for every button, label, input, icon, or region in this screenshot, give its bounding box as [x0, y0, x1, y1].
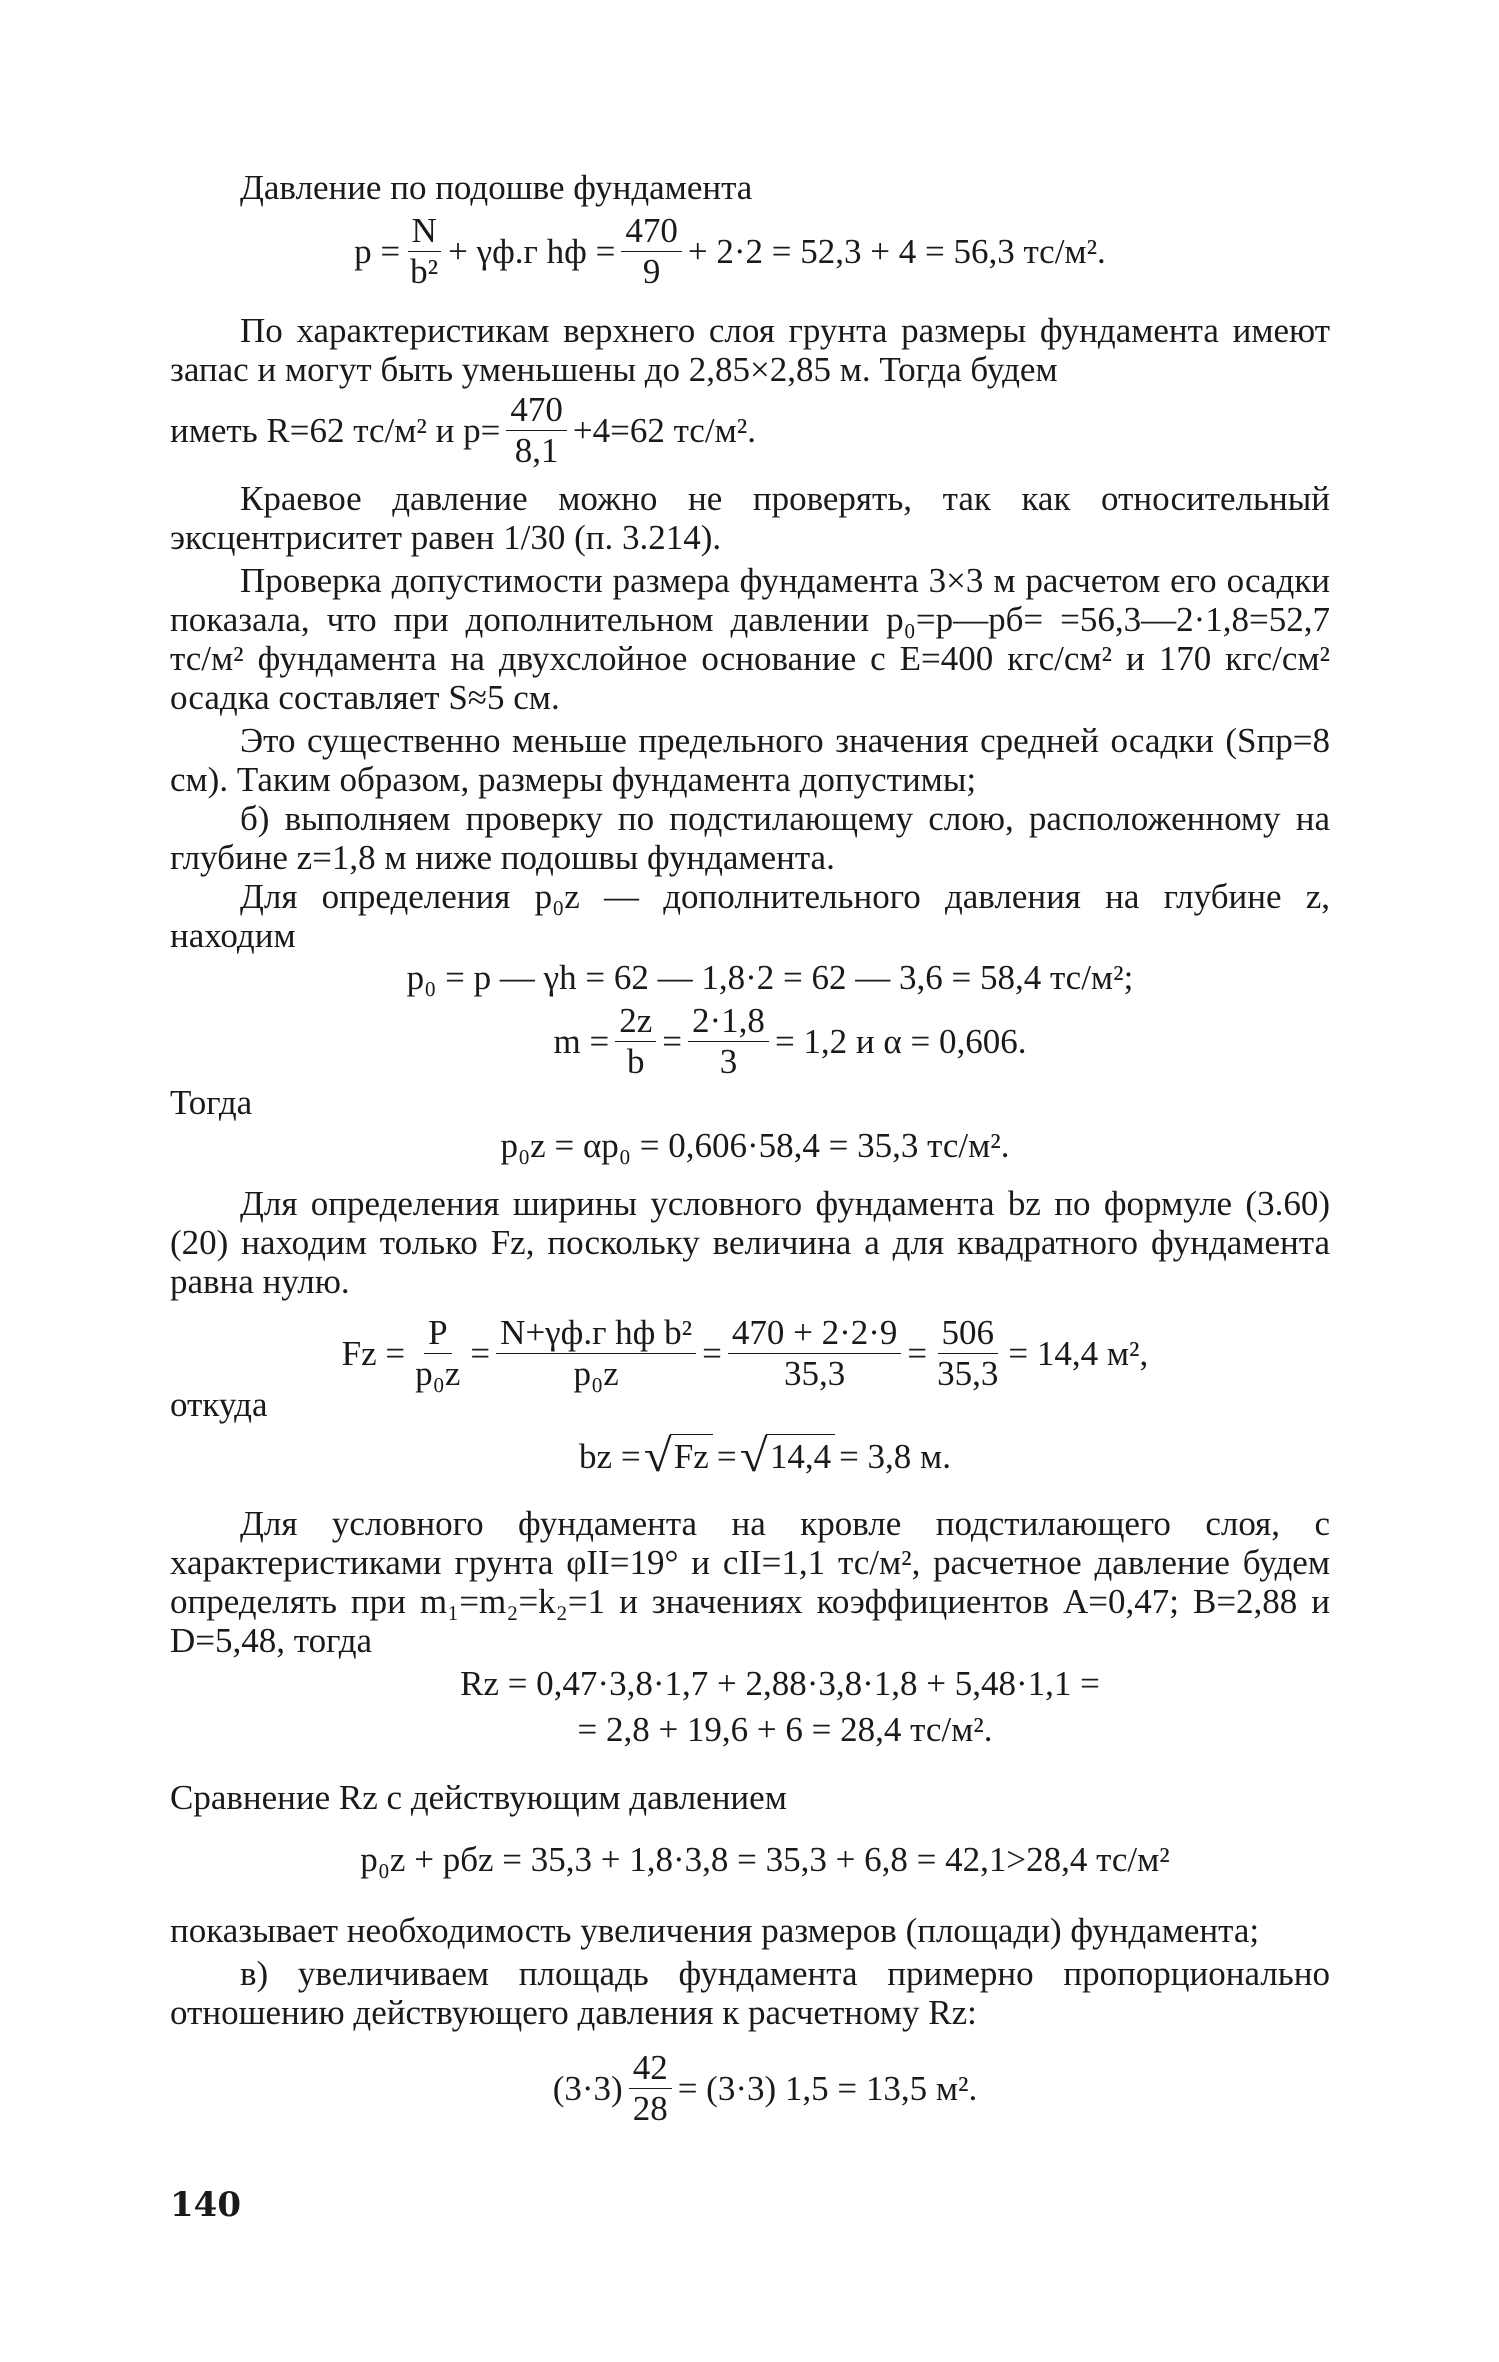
frac-den: b — [627, 1041, 645, 1081]
eq-text: = — [662, 1021, 683, 1061]
eq-text: p = — [354, 231, 401, 271]
sqrt-arg: 14,4 — [766, 1434, 835, 1478]
eq-text: + 2·2 = 52,3 + 4 = 56,3 тс/м². — [687, 231, 1106, 271]
text-paragraph: Это существенно меньше предельного значения средней осадки (Sпр=8 см). Таким образом, размеры фундамента допустимы; — [170, 721, 1330, 799]
frac-den: 28 — [632, 2088, 668, 2128]
frac-den: 8,1 — [514, 430, 559, 470]
frac-den: 3 — [719, 1041, 738, 1081]
equation-compare — [170, 1831, 1330, 1887]
fraction — [506, 390, 567, 471]
frac-num: 470 — [506, 390, 567, 431]
text-paragraph: б) выполняем проверку по подстилающему слою, расположенному на глубине z=1,8 м ниже подошвы фундамента. — [170, 799, 1330, 877]
frac-num: N+γф.г hф b² — [496, 1313, 696, 1354]
frac-num: P — [424, 1313, 451, 1354]
fraction — [615, 1001, 656, 1082]
square-root: √ 14,4 — [741, 1434, 836, 1478]
equation-p0z — [170, 1122, 1330, 1168]
page-body — [170, 150, 1330, 2300]
frac-num: 506 — [938, 1313, 999, 1354]
frac-num: 470 + 2·2·9 — [728, 1313, 902, 1354]
eq-text: p₀ = p — γh = 62 — 1,8·2 = 62 — 3,6 = 58,4 тс/м²; — [406, 957, 1134, 997]
eq-text: bz = — [579, 1436, 641, 1476]
text-paragraph: Краевое давление можно не проверять, так как относительный эксцентриситет равен 1/30 (п. 3.214). — [170, 479, 1330, 557]
equation-inline — [170, 389, 1330, 471]
fraction — [496, 1313, 696, 1394]
text-paragraph: показывает необходимость увеличения размеров (площади) фундамента; — [170, 1911, 1260, 1950]
text-paragraph: Давление по подошве фундамента — [240, 168, 753, 207]
eq-text: +4=62 тс/м². — [572, 410, 756, 450]
text-paragraph: По характеристикам верхнего слоя грунта размеры фундамента имеют запас и могут быть уменьшены до 2,85×2,85 м. Тогда будем — [170, 311, 1330, 389]
frac-den: 9 — [642, 251, 661, 291]
eq-text: p₀z + pбz = 35,3 + 1,8·3,8 = 35,3 + 6,8 = 42,1>28,4 тс/м² — [360, 1839, 1170, 1879]
text-paragraph: в) увеличиваем площадь фундамента примерно пропорционально отношению действующего давления к расчетному Rz: — [170, 1954, 1330, 2032]
fraction — [728, 1313, 902, 1394]
fraction — [411, 1313, 464, 1394]
equation-m — [170, 999, 1330, 1083]
equation-bz — [170, 1424, 1330, 1488]
frac-num: 2z — [615, 1001, 656, 1042]
fraction — [621, 211, 682, 292]
eq-text: = 14,4 м², — [1008, 1333, 1149, 1373]
eq-text: Rz = 0,47·3,8·1,7 + 2,88·3,8·1,8 + 5,48·1,1 = — [460, 1663, 1100, 1703]
frac-num: 2·1,8 — [688, 1001, 769, 1042]
eq-text: = 3,8 м. — [839, 1436, 951, 1476]
equation-Rz-1 — [170, 1660, 1330, 1706]
text-paragraph: Для определения ширины условного фундамента bz по формуле (3.60) (20) находим только Fz, поскольку величина a для квадратного фундамента равна нулю. — [170, 1184, 1330, 1301]
eq-text: иметь R=62 тс/м² и p= — [170, 410, 501, 450]
equation-area — [170, 2042, 1330, 2134]
text-paragraph: Сравнение Rz с действующим давлением — [170, 1778, 787, 1817]
page-number: 140 — [170, 2185, 241, 2225]
eq-text: = — [716, 1436, 737, 1476]
fraction — [688, 1001, 769, 1082]
eq-text: = 1,2 и α = 0,606. — [774, 1021, 1027, 1061]
text-paragraph: Для условного фундамента на кровле подстилающего слоя, с характеристиками грунта φII=19° и cII=1,1 тс/м², расчетное давление будем определять при m₁=m₂=k₂=1 и значениях коэффициентов A=0,47; B=2,88 и D=5,48, тогда — [170, 1504, 1330, 1660]
frac-den: p₀z — [415, 1353, 461, 1393]
equation-p0 — [170, 955, 1330, 999]
square-root: √ Fz — [645, 1434, 713, 1478]
eq-text: = — [907, 1333, 928, 1373]
equation-pressure — [170, 209, 1330, 293]
frac-num: N — [408, 211, 441, 252]
text-paragraph: Проверка допустимости размера фундамента 3×3 м расчетом его осадки показала, что при дополнительном давлении p₀=p—pб= =56,3—2·1,8=52,7 тс/м² фундамента на двухслойное основание с E=400 кгс/см² и 170 кгс/см² осадка составляет S≈5 см. — [170, 561, 1330, 717]
text-paragraph: Для определения p₀z — дополнительного давления на глубине z, находим — [170, 877, 1330, 955]
eq-text: = 2,8 + 19,6 + 6 = 28,4 тс/м². — [577, 1709, 993, 1749]
frac-den: 35,3 — [937, 1353, 999, 1393]
frac-num: 470 — [621, 211, 682, 252]
fraction — [933, 1313, 1002, 1394]
frac-den: b² — [410, 251, 439, 291]
eq-text: = — [702, 1333, 722, 1373]
fraction — [629, 2048, 672, 2129]
sqrt-arg: Fz — [670, 1434, 713, 1478]
eq-text: Fz = — [341, 1333, 406, 1373]
eq-text: = (3·3) 1,5 = 13,5 м². — [677, 2068, 978, 2108]
eq-text: + γф.г hф = — [448, 231, 616, 271]
equation-Rz-2 — [170, 1706, 1330, 1752]
text-paragraph: Тогда — [170, 1083, 253, 1122]
eq-text: p₀z = αp₀ = 0,606·58,4 = 35,3 тс/м². — [500, 1125, 1010, 1165]
frac-den: p₀z — [573, 1353, 619, 1393]
frac-den: 35,3 — [784, 1353, 846, 1393]
fraction — [406, 211, 442, 292]
eq-text: m = — [553, 1021, 610, 1061]
text-paragraph: откуда — [170, 1385, 268, 1424]
eq-text: = — [470, 1333, 491, 1373]
eq-text: (3·3) — [552, 2068, 623, 2108]
frac-num: 42 — [629, 2048, 672, 2089]
